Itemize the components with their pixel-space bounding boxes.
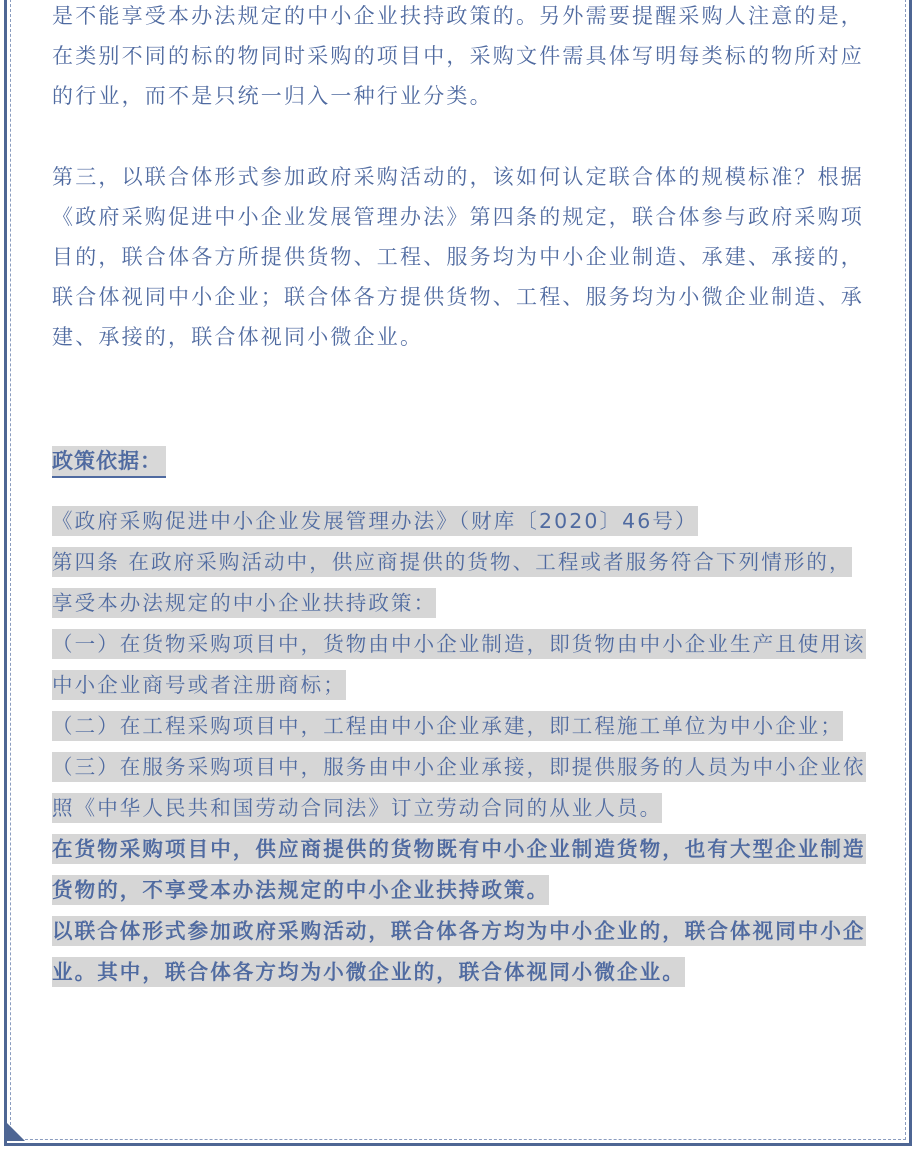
policy-bold-clause-1-text: 在货物采购项目中，供应商提供的货物既有中小企业制造货物，也有大型企业制造货物的，不享受本办法规定的中小企业扶持政策。	[52, 834, 866, 905]
policy-item-2	[52, 706, 867, 747]
policy-item-1-text: （一）在货物采购项目中，货物由中小企业制造，即货物由中小企业生产且使用该中小企业商号或者注册商标；	[52, 629, 866, 700]
paragraph-continuation: 是不能享受本办法规定的中小企业扶持政策的。另外需要提醒采购人注意的是，在类别不同的标的物同时采购的项目中，采购文件需具体写明每类标的物所对应的行业，而不是只统一归入一种行业分类。	[52, 4, 864, 108]
policy-source	[52, 501, 867, 542]
policy-bold-clause-1	[52, 829, 867, 911]
policy-bold-clause-2-text: 以联合体形式参加政府采购活动，联合体各方均为中小企业的，联合体视同中小企业。其中，联合体各方均为小微企业的，联合体视同小微企业。	[52, 916, 866, 987]
policy-article-text: 第四条 在政府采购活动中，供应商提供的货物、工程或者服务符合下列情形的，享受本办法规定的中小企业扶持政策：	[52, 547, 852, 618]
policy-item-3	[52, 747, 867, 829]
policy-item-1	[52, 624, 867, 706]
policy-article	[52, 542, 867, 624]
paragraph-third-point: 第三，以联合体形式参加政府采购活动的，该如何认定联合体的规模标准？根据《政府采购促进中小企业发展管理办法》第四条的规定，联合体参与政府采购项目的，联合体各方所提供货物、工程、服务均为中小企业制造、承建、承接的，联合体视同中小企业；联合体各方提供货物、工程、服务均为小微企业制造、承建、承接的，联合体视同小微企业。	[52, 165, 864, 349]
corner-ornament	[7, 1123, 25, 1141]
policy-heading	[52, 441, 166, 481]
policy-source-text: 《政府采购促进中小企业发展管理办法》（财库〔2020〕46号）	[52, 506, 698, 536]
policy-item-2-text: （二）在工程采购项目中，工程由中小企业承建，即工程施工单位为中小企业；	[52, 711, 843, 741]
policy-heading-text: 政策依据：	[52, 446, 166, 478]
policy-item-3-text: （三）在服务采购项目中，服务由中小企业承接，即提供服务的人员为中小企业依照《中华人民共和国劳动合同法》订立劳动合同的从业人员。	[52, 752, 866, 823]
policy-quote-block	[52, 501, 867, 993]
policy-bold-clause-2	[52, 911, 867, 993]
